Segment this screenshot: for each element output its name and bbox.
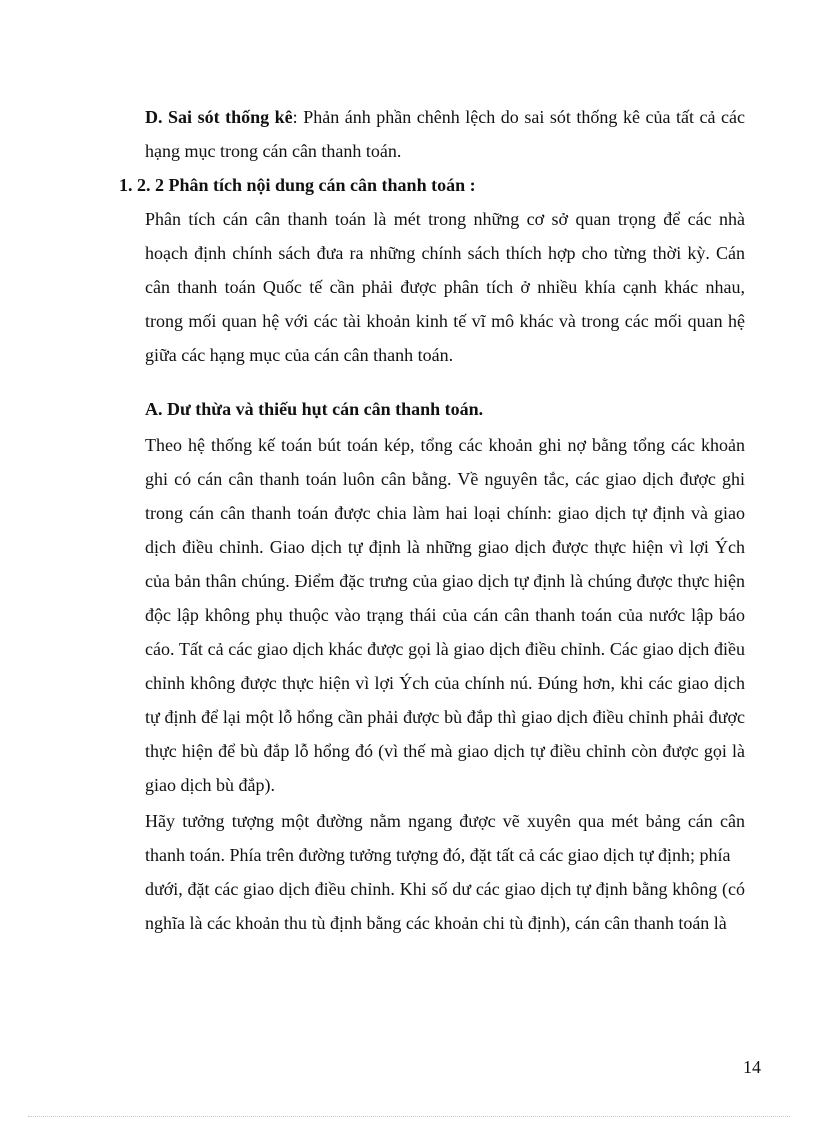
spacer	[145, 372, 745, 392]
analysis-paragraph: Phân tích cán cân thanh toán là mét trong những cơ sở quan trọng để các nhà hoạch định chính sách đưa ra những chính sách thích hợp cho từng thời kỳ. Cán cân thanh toán Quốc tế cần phải được phân tích ở nhiều khía cạnh khác nhau, trong mối quan hệ với các tài khoản kinh tế vĩ mô khác và trong các mối quan hệ giữa các hạng mục của cán cân thanh toán.	[145, 209, 745, 365]
section-d-paragraph	[145, 100, 745, 168]
bottom-divider	[28, 1116, 790, 1117]
page-body	[119, 100, 745, 940]
hay-paragraph-part1: Hãy tưởng tượng một đường nằm ngang được vẽ xuyên qua mét bảng cán cân thanh toán. Phía trên đường tưởng tượng đó, đặt tất cả các giao dịch tự định; phía	[145, 811, 745, 865]
heading-1-2-2: 1. 2. 2 Phân tích nội dung cán cân thanh toán :	[119, 175, 476, 195]
section-d-text: : Phản ánh phần chênh lệch do sai sót thống kê của tất cả các hạng mục trong cán cân thanh toán.	[145, 107, 745, 161]
hay-paragraph-part2: dưới, đặt các giao dịch điều chỉnh. Khi số dư các giao dịch tự định bằng không (có nghĩa là các khoản thu tù định bằng các khoản chi tù định), cán cân thanh toán là	[145, 879, 745, 933]
page-number: 14	[743, 1057, 761, 1077]
heading-a: A. Dư thừa và thiếu hụt cán cân thanh toán.	[145, 399, 484, 419]
theo-paragraph: Theo hệ thống kế toán bút toán kép, tổng các khoản ghi nợ bằng tổng các khoản ghi có cán cân thanh toán luôn cân bằng. Về nguyên tắc, các giao dịch được ghi trong cán cân thanh toán được chia làm hai loại chính: giao dịch tự định và giao dịch điều chỉnh. Giao dịch tự định là những giao dịch được thực hiện vì lợi Ých của bản thân chúng. Điểm đặc trưng của giao dịch tự định là chúng được thực hiện độc lập không phụ thuộc vào trạng thái của cán cân thanh toán của nước lập báo cáo. Tất cả các giao dịch khác được gọi là giao dịch điều chỉnh. Các giao dịch điều chỉnh không được thực hiện vì lợi Ých của chính nú. Đúng hơn, khi các giao dịch tự định để lại một lỗ hổng cần phải được bù đắp thì giao dịch điều chỉnh phải được thực hiện để bù đắp lỗ hổng đó (vì thế mà giao dịch tự điều chỉnh còn được gọi là giao dịch bù đắp).	[145, 435, 745, 795]
section-d-label: D. Sai sót thống kê	[145, 107, 293, 127]
